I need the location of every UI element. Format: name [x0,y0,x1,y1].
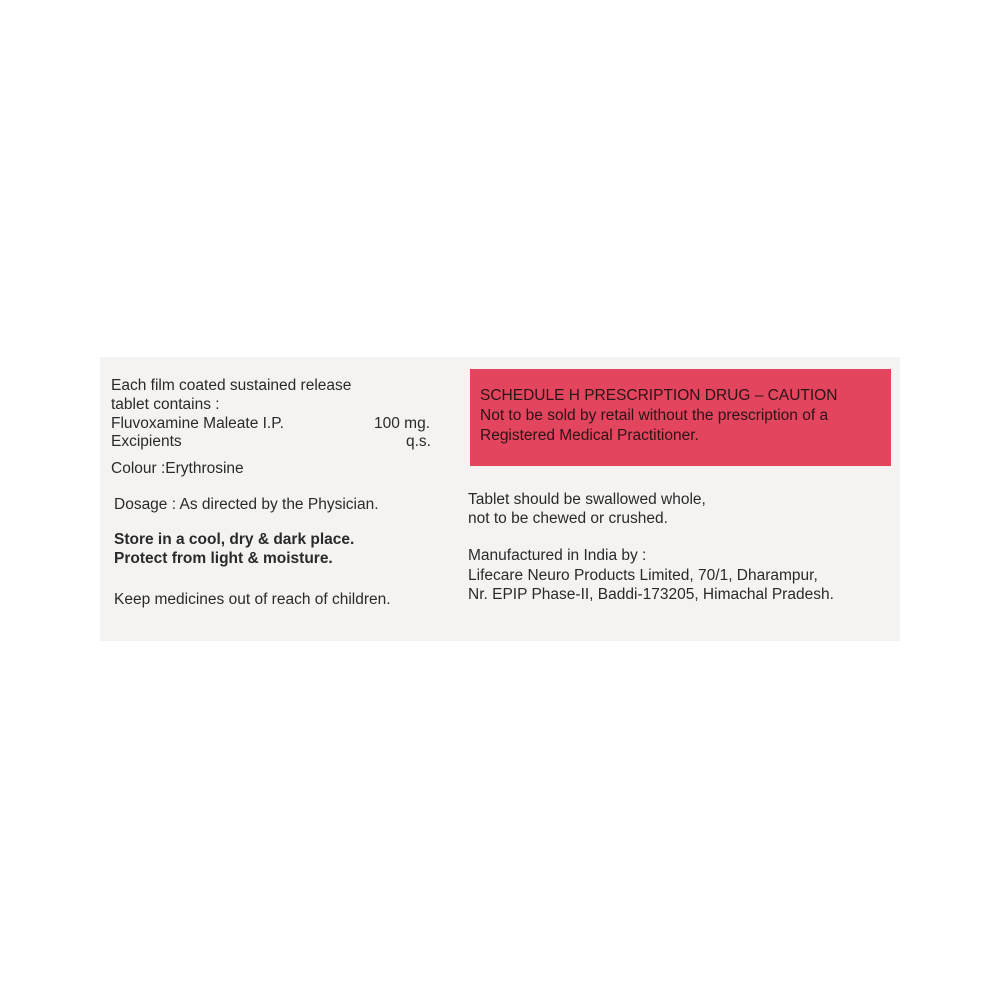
manufacturer-line2: Nr. EPIP Phase-II, Baddi-173205, Himachal Pradesh. [468,586,834,603]
caution-line1: Not to be sold by retail without the prescription of a [480,407,829,424]
ingredient-amount: 100 mg. [374,415,431,432]
excipients-name: Excipients [111,433,182,450]
schedule-h-caution-box [470,369,891,466]
manufacturer-heading: Manufactured in India by : [468,547,647,564]
swallow-line1: Tablet should be swallowed whole, [468,491,706,508]
composition-intro-line2: tablet contains : [111,396,220,413]
caution-line2: Registered Medical Practitioner. [480,427,699,444]
colour-text: Colour :Erythrosine [111,460,244,477]
children-warning: Keep medicines out of reach of children. [114,591,391,608]
caution-title: SCHEDULE H PRESCRIPTION DRUG – CAUTION [480,387,838,404]
excipients-amount: q.s. [406,433,431,450]
manufacturer-line1: Lifecare Neuro Products Limited, 70/1, Dharampur, [468,567,818,584]
ingredient-name: Fluvoxamine Maleate I.P. [111,415,284,432]
dosage-text: Dosage : As directed by the Physician. [114,496,379,513]
swallow-line2: not to be chewed or crushed. [468,510,668,527]
composition-intro-line1: Each film coated sustained release [111,377,352,394]
label-panel [100,357,900,641]
storage-line1: Store in a cool, dry & dark place. [114,531,355,548]
storage-line2: Protect from light & moisture. [114,550,333,567]
